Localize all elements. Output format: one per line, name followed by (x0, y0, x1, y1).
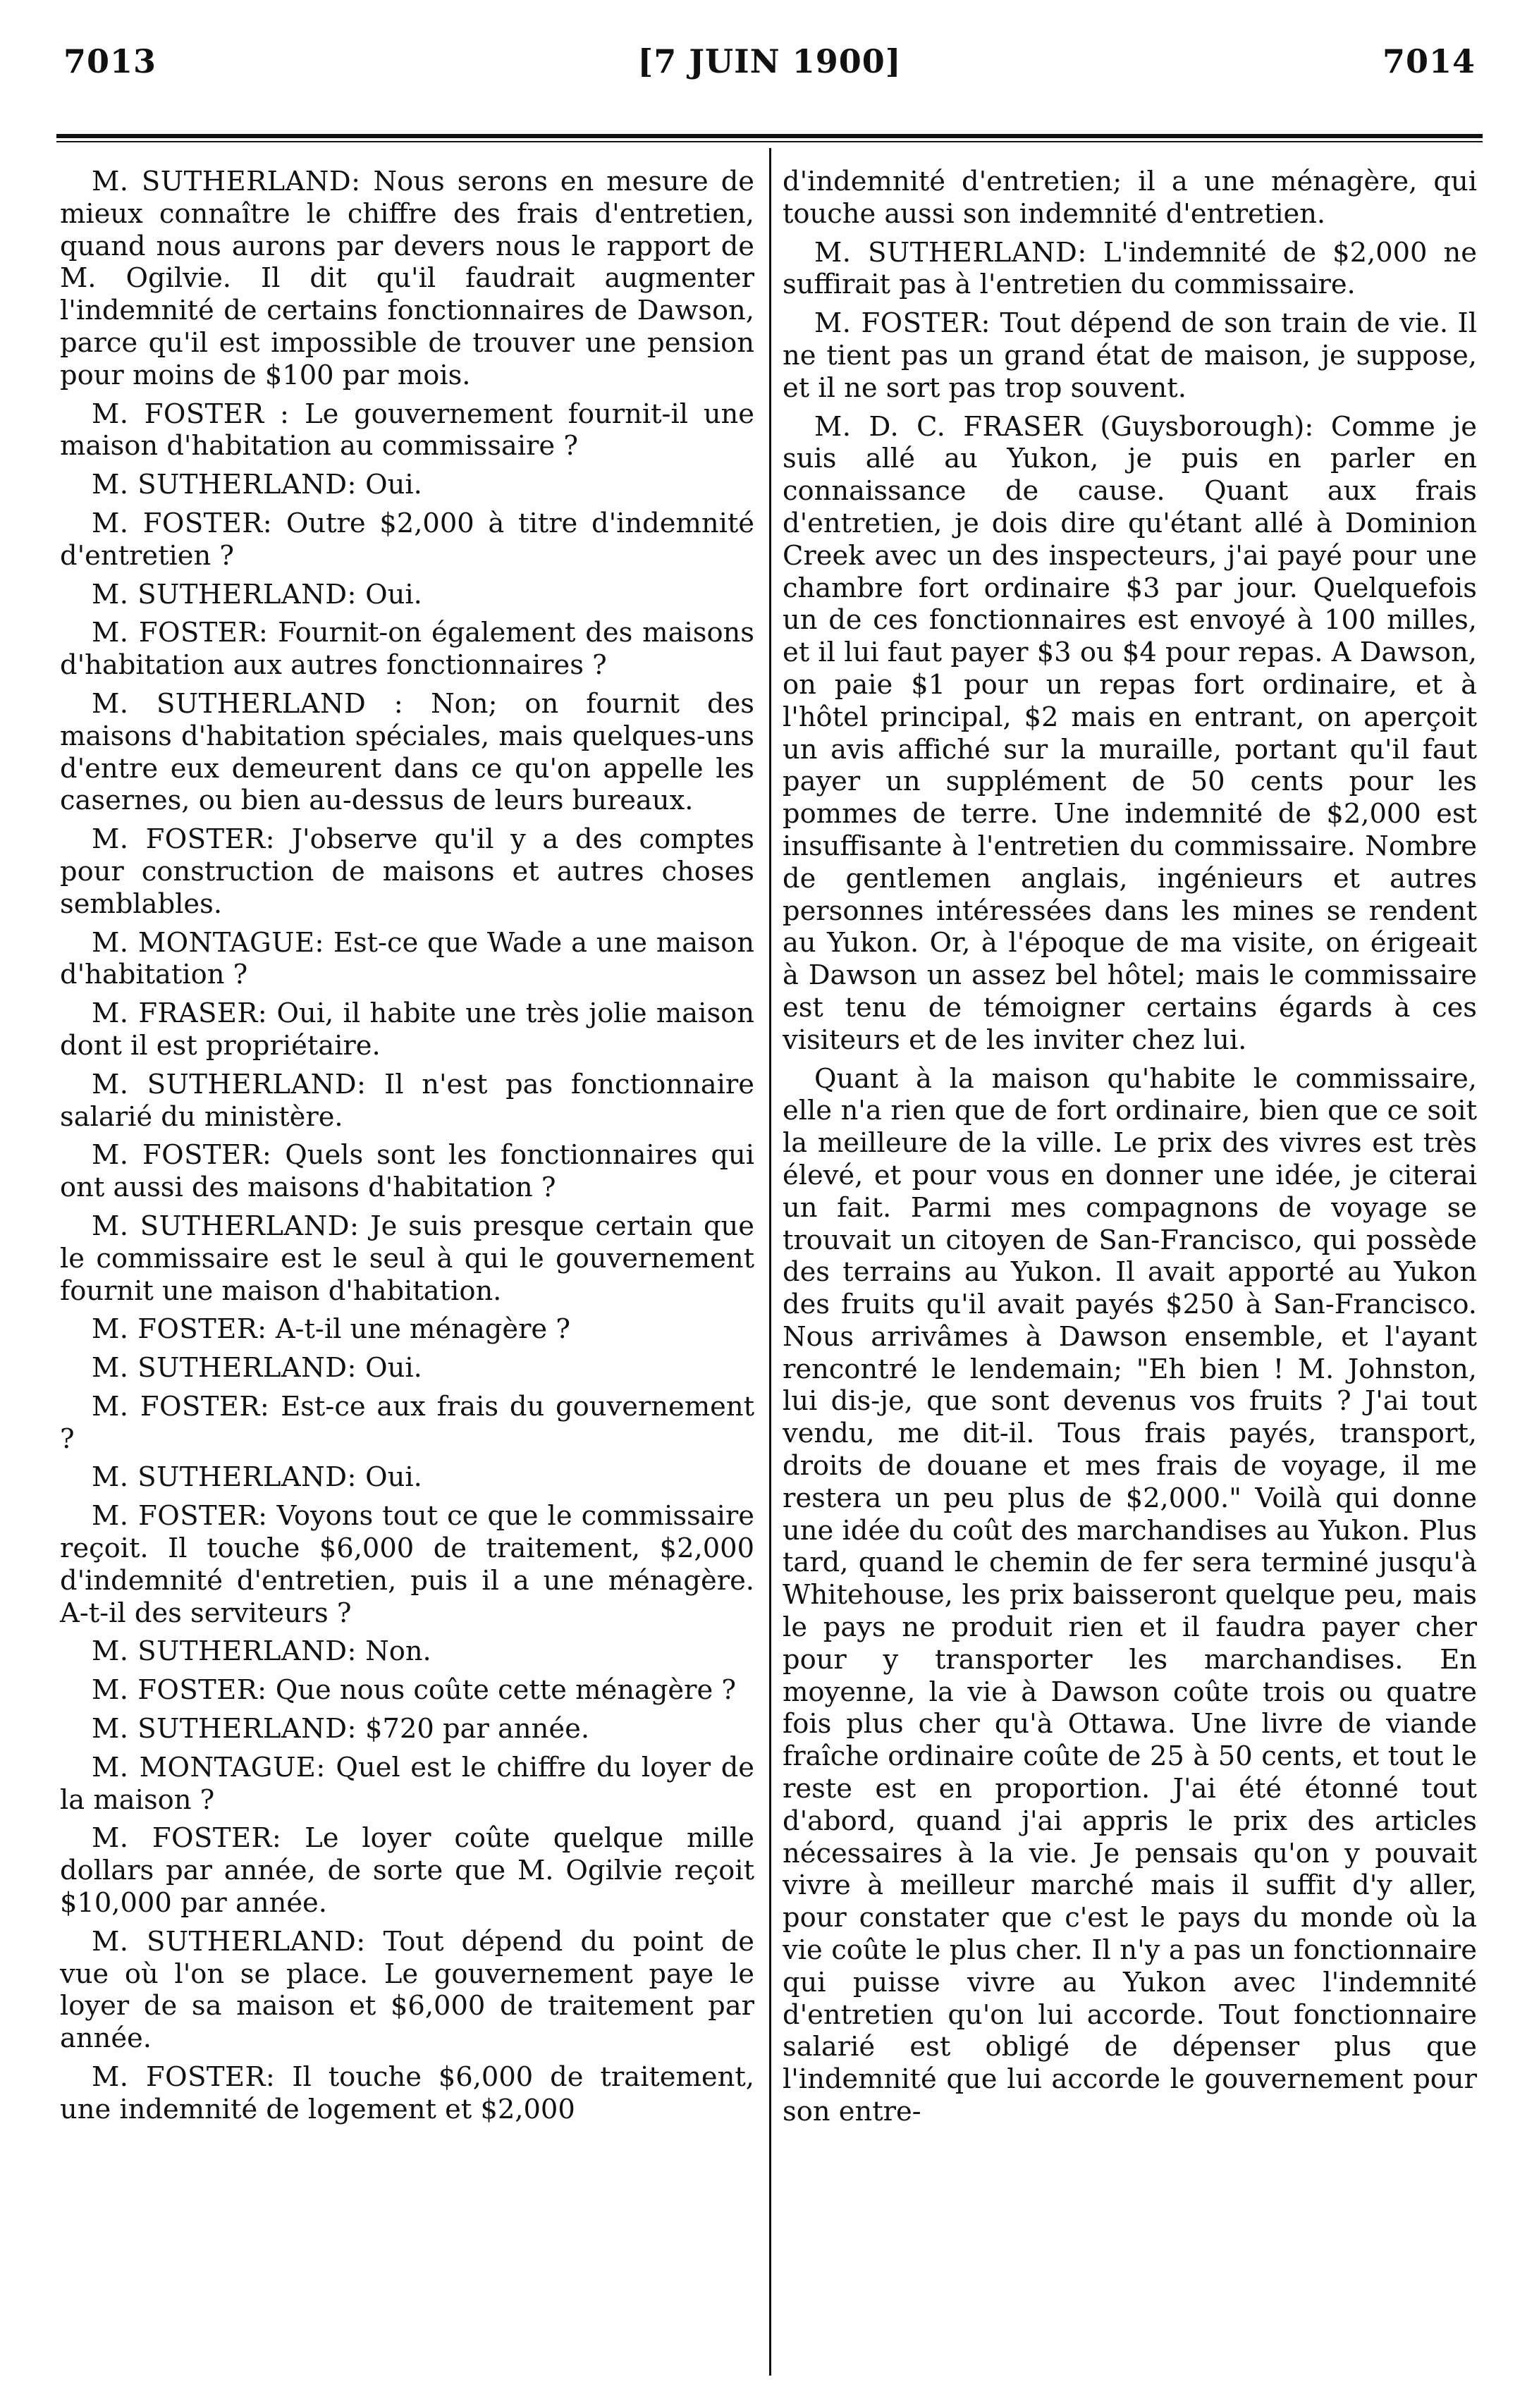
header-rule-thin (56, 141, 1483, 142)
speaker-name: M. SUTHERLAND: (92, 1925, 366, 1958)
speech-paragraph (60, 1926, 754, 2055)
speech-text: Le loyer coûte quelque mille dollars par année, de sorte que M. Ogilvie reçoit $10,000 par année. (60, 1822, 754, 1919)
speaker-name: M. SUTHERLAND: (92, 578, 357, 610)
speech-text: Oui. (356, 1352, 422, 1384)
speech-paragraph (783, 411, 1477, 1057)
speech-paragraph (60, 166, 754, 392)
speaker-name: M. SUTHERLAND: (92, 1352, 357, 1384)
speech-text: Outre $2,000 à titre d'indemnité d'entretien ? (60, 507, 754, 572)
speech-text: Le gouvernement fournit-il une maison d'habitation au commissaire ? (60, 398, 754, 462)
speech-text: Il n'est pas fonctionnaire salarié du ministère. (60, 1068, 754, 1133)
speaker-name: M. FOSTER: (92, 617, 269, 649)
speech-text: (Guysborough): Comme je suis allé au Yukon, je puis en parler en connaissance de cause. Quant aux frais d'entretien, je dois dire qu'étant allé à Dominion Creek avec un des inspecteurs, j'ai payé pour une chambre fort ordinaire $3 par jour. Quelquefois un de ces fonctionnaires est envoyé à 100 milles, et il lui faut payer $3 ou $4 pour repas. A Dawson, on paie $1 pour un repas fort ordinaire, et à l'hôtel principal, $2 mais en entrant, on aperçoit un avis affiché sur la muraille, portant qu'il faut payer un supplément de 50 cents pour les pommes de terre. Une indemnité de $2,000 est insuffisante à l'entretien du commissaire. Nombre de gentlemen anglais, ingénieurs et autres personnes intéressées dans les mines se rendent au Yukon. Or, à l'époque de ma visite, on érigeait à Dawson un assez bel hôtel; mais le commissaire est tenu de témoigner certains égards à ces visiteurs et de les inviter chez lui. (783, 410, 1477, 1056)
speech-paragraph (60, 1313, 754, 1346)
speech-paragraph (60, 927, 754, 992)
speaker-name: M. FOSTER : (92, 398, 290, 430)
speaker-name: M. MONTAGUE: (92, 926, 324, 959)
page-number-right: 7014 (1382, 42, 1476, 80)
speech-text: L'indemnité de $2,000 ne suffirait pas à l'entretien du commissaire. (783, 236, 1477, 301)
speaker-name: M. FOSTER: (92, 507, 273, 539)
speech-paragraph (783, 1063, 1477, 2128)
speech-text: Est-ce que Wade a une maison d'habitation ? (60, 926, 754, 991)
speech-text: Je suis presque certain que le commissaire est le seul à qui le gouvernement fournit une maison d'habitation. (60, 1210, 755, 1307)
speech-paragraph (60, 688, 754, 817)
speech-paragraph (60, 398, 754, 463)
speech-paragraph (783, 237, 1477, 302)
speaker-name: M. SUTHERLAND: (92, 166, 361, 197)
header-rule-thick (56, 134, 1483, 138)
speech-text: Oui. (356, 1461, 422, 1494)
speaker-name: M. SUTHERLAND: (814, 236, 1087, 269)
speech-paragraph (60, 1713, 754, 1745)
page-header (63, 42, 1476, 92)
speech-paragraph (60, 579, 754, 611)
speech-text: Il touche $6,000 de traitement, une indemnité de logement et $2,000 (60, 2061, 754, 2125)
speech-paragraph (60, 1461, 754, 1494)
speaker-name: M. SUTHERLAND: (92, 1461, 357, 1494)
speech-paragraph (60, 1069, 754, 1134)
speech-text: Tout dépend du point de vue où l'on se place. Le gouvernement paye le loyer de sa maison et $6,000 de traitement par année. (60, 1925, 754, 2055)
speech-text: Non; on fournit des maisons d'habitation spéciales, mais quelques-uns d'entre eux demeurent dans ce qu'on appelle les casernes, ou bien au-dessus de leurs bureaux. (60, 687, 754, 817)
speech-text: Quels sont les fonctionnaires qui ont aussi des maisons d'habitation ? (60, 1139, 754, 1204)
speech-text: Oui. (356, 469, 422, 501)
speech-paragraph (60, 997, 754, 1062)
speaker-name: M. SUTHERLAND: (92, 1713, 357, 1745)
speech-paragraph (60, 1139, 754, 1204)
speech-paragraph (60, 469, 754, 501)
speaker-name: M. D. C. FRASER (814, 410, 1083, 443)
speech-paragraph (60, 1635, 754, 1668)
right-column (783, 166, 1477, 2134)
speaker-name: M. SUTHERLAND : (92, 687, 404, 720)
speaker-name: M. SUTHERLAND: (92, 1210, 360, 1242)
speech-paragraph (60, 1210, 754, 1307)
speech-text: A-t-il une ménagère ? (266, 1313, 570, 1346)
speech-text: Oui, il habite une très jolie maison dont il est propriétaire. (60, 997, 754, 1062)
speech-paragraph (783, 307, 1477, 404)
speaker-name: M. SUTHERLAND: (92, 1068, 367, 1100)
speech-paragraph (60, 1500, 754, 1629)
speaker-name: M. MONTAGUE: (92, 1751, 326, 1783)
speech-text: Que nous coûte cette ménagère ? (266, 1674, 736, 1707)
speech-paragraph (783, 166, 1477, 231)
speaker-name: M. FOSTER: (814, 307, 991, 340)
speech-text: Tout dépend de son train de vie. Il ne tient pas un grand état de maison, je suppose, et il ne sort pas trop souvent. (783, 307, 1477, 404)
speaker-name: M. FOSTER: (92, 1500, 268, 1532)
speech-paragraph (60, 823, 754, 920)
speech-paragraph (60, 2061, 754, 2126)
speech-paragraph (60, 1752, 754, 1817)
speech-text: Nous serons en mesure de mieux connaître le chiffre des frais d'entretien, quand nous aurons par devers nous le rapport de M. Ogilvie. Il dit qu'il faudrait augmenter l'indemnité de certains fonctionnaires de Dawson, parce qu'il est impossible de trouver une pension pour moins de $100 par mois. (60, 166, 754, 391)
speaker-name: M. FRASER: (92, 997, 268, 1030)
speech-text: Oui. (356, 578, 422, 610)
speech-paragraph (60, 1391, 754, 1456)
page-date: [7 JUIN 1900] (637, 42, 902, 80)
speech-text: Fournit-on également des maisons d'habitation aux autres fonctionnaires ? (60, 617, 754, 682)
speech-paragraph (60, 1822, 754, 1919)
speech-text: Est-ce aux frais du gouvernement ? (60, 1390, 754, 1455)
column-divider (769, 148, 771, 2376)
speech-paragraph (60, 617, 754, 682)
speaker-name: M. FOSTER: (92, 1313, 267, 1346)
speech-text: J'observe qu'il y a des comptes pour construction de maisons et autres choses semblables. (60, 823, 754, 920)
left-column (60, 166, 754, 2132)
speaker-name: M. FOSTER: (92, 1674, 267, 1707)
speaker-name: M. FOSTER: (92, 1139, 272, 1172)
speech-text: Non. (356, 1635, 431, 1668)
speaker-name: M. FOSTER: (92, 2061, 276, 2094)
page-number-left: 7013 (63, 42, 157, 80)
speech-paragraph (60, 508, 754, 572)
speaker-name: M. FOSTER: (92, 823, 276, 856)
speaker-name: M. FOSTER: (92, 1822, 282, 1855)
speaker-name: M. FOSTER: (92, 1390, 270, 1423)
speech-text: d'indemnité d'entretien; il a une ménagère, qui touche aussi son indemnité d'entretien. (783, 166, 1477, 230)
speech-text: Quant à la maison qu'habite le commissaire, elle n'a rien que de fort ordinaire, bien que ce soit la meilleure de la ville. Le prix des vivres est très élevé, et pour vous en donner une idée, je citerai un fait. Parmi mes compagnons de voyage se trouvait un citoyen de San-Francisco, qui possède des terrains au Yukon. Il avait apporté au Yukon des fruits qu'il avait payés $250 à San-Francisco. Nous arrivâmes à Dawson ensemble, et l'ayant rencontré le lendemain; "Eh bien ! M. Johnston, lui dis-je, que sont devenus vos fruits ? J'ai tout vendu, me dit-il. Tous frais payés, transport, droits de douane et mes frais de voyage, il me restera un peu plus de $2,000." Voilà qui donne une idée du coût des marchandises au Yukon. Plus tard, quand le chemin de fer sera terminé jusqu'à Whitehouse, les prix baisseront quelque peu, mais le pays ne produit rien et il faudra payer cher pour y transporter les marchandises. En moyenne, la vie à Dawson coûte trois ou quatre fois plus cher qu'à Ottawa. Une livre de viande fraîche ordinaire coûte de 25 à 50 cents, et tout le reste est en proportion. J'ai été étonné tout d'abord, quand j'ai appris le prix des articles nécessaires à la vie. Je pensais qu'on y pouvait vivre à meilleur marché mais il suffit d'y aller, pour constater que c'est le pays du monde où la vie coûte le plus cher. Il n'y a pas un fonctionnaire qui puisse vivre au Yukon avec l'indemnité d'entretien qu'on lui accorde. Tout fonctionnaire salarié est obligé de dépenser plus que l'indemnité que lui accorde le gouvernement pour son entre- (783, 1062, 1477, 2128)
speech-text: $720 par année. (356, 1713, 590, 1745)
speaker-name: M. SUTHERLAND: (92, 469, 357, 501)
speech-text: Quel est le chiffre du loyer de la maison ? (60, 1751, 754, 1816)
speech-paragraph (60, 1352, 754, 1384)
speech-paragraph (60, 1674, 754, 1707)
speech-text: Voyons tout ce que le commissaire reçoit. Il touche $6,000 de traitement, $2,000 d'indemnité d'entretien, puis il a une ménagère. A-t-il des serviteurs ? (60, 1500, 754, 1629)
speaker-name: M. SUTHERLAND: (92, 1635, 357, 1668)
